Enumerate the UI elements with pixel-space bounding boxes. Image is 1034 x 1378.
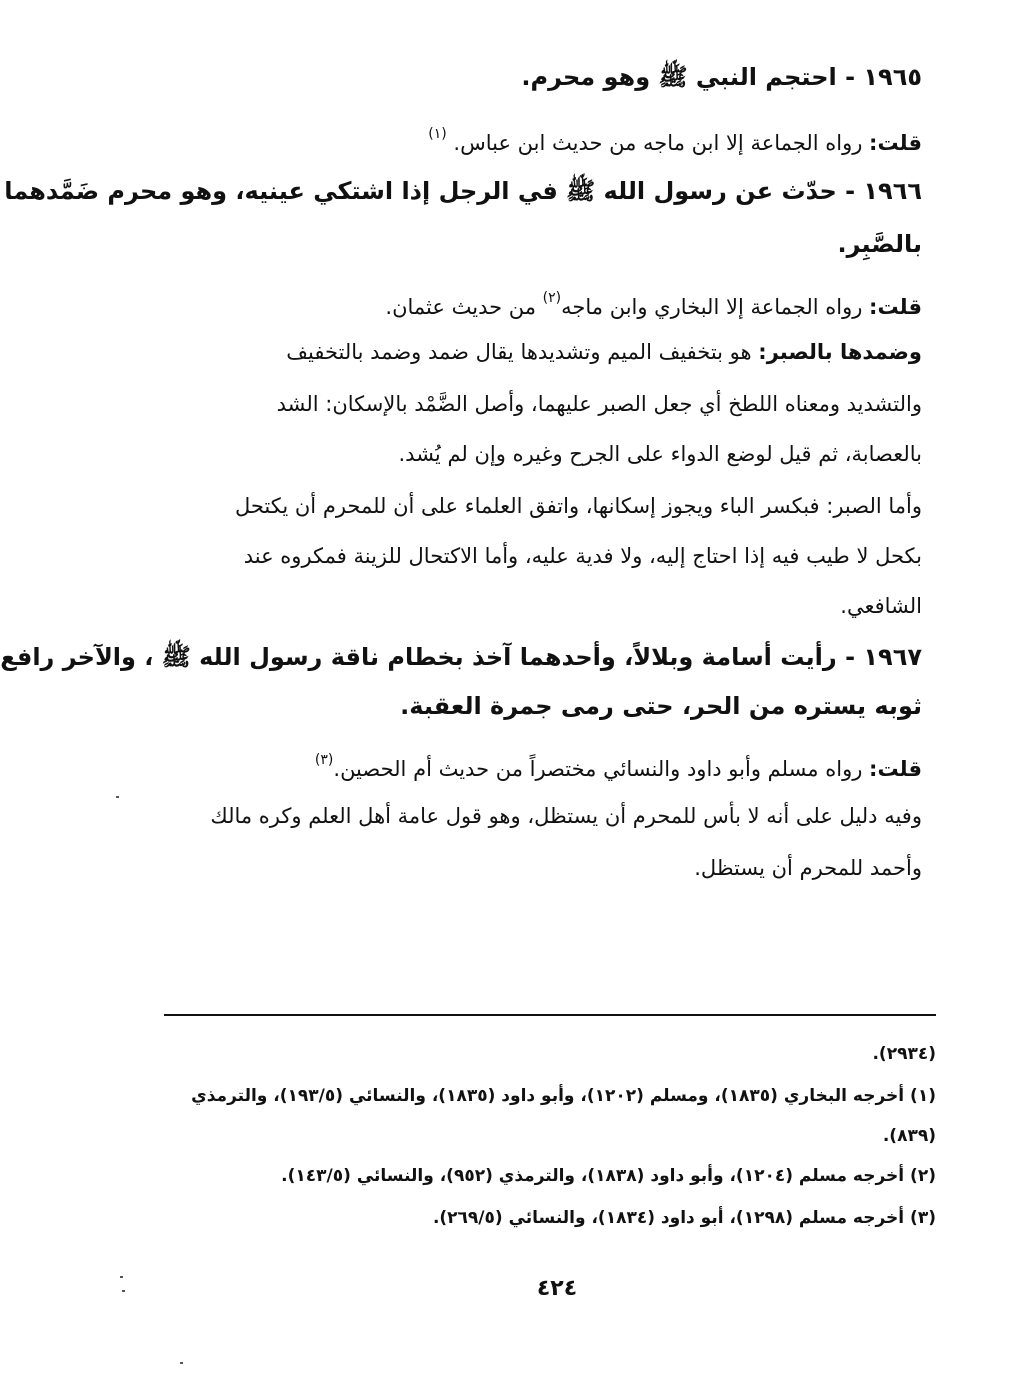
gloss-text-3: بالعصابة، ثم قيل لوضع الدواء على الجرح وغيره وإن لم يُشد. bbox=[398, 442, 922, 466]
note-text-1: وأما الصبر: فبكسر الباء ويجوز إسكانها، واتفق العلماء على أن للمحرم أن يكتحل bbox=[234, 494, 922, 518]
hadith-1966-text-2: بالصَّبِر. bbox=[837, 230, 922, 258]
hadith-1967-text-1: ١٩٦٧ - رأيت أسامة وبلالاً، وأحدهما آخذ بخطام ناقة رسول الله ﷺ ، والآخر رافع bbox=[0, 643, 922, 671]
gloss-line-1 bbox=[162, 340, 922, 364]
note-line-3 bbox=[162, 594, 922, 618]
qult-text: رواه مسلم وأبو داود والنسائي مختصراً من حديث أم الحصين. bbox=[333, 757, 863, 781]
qult-label: قلت: bbox=[869, 295, 922, 319]
qult-label: قلت: bbox=[869, 131, 922, 155]
footnote-ref-1: (١) bbox=[428, 126, 447, 142]
hadith-1967-text-2: ثوبه يستره من الحر، حتى رمى جمرة العقبة. bbox=[400, 692, 922, 720]
footnote-carry-over-text: (٢٩٣٤). bbox=[872, 1044, 936, 1064]
note-1967-line-2 bbox=[162, 856, 922, 880]
scan-speck bbox=[116, 796, 119, 798]
qult-text-b: من حديث عثمان. bbox=[385, 295, 536, 319]
scan-speck bbox=[180, 1362, 183, 1364]
hadith-1965-text: ١٩٦٥ - احتجم النبي ﷺ وهو محرم. bbox=[521, 63, 922, 91]
footnote-2-text: (٢) أخرجه مسلم (١٢٠٤)، وأبو داود (١٨٣٨)، والترمذي (٩٥٢)، والنسائي (١٤٣/٥). bbox=[281, 1166, 936, 1186]
footnote-ref-2: (٢) bbox=[542, 290, 562, 306]
footnote-1-line-1 bbox=[156, 1086, 936, 1106]
gloss-label: وضمدها بالصبر: bbox=[758, 340, 922, 364]
hadith-1966-qult bbox=[162, 290, 922, 319]
hadith-1966-heading-line2 bbox=[162, 230, 922, 258]
gloss-line-2 bbox=[162, 392, 922, 416]
hadith-1967-qult bbox=[162, 752, 922, 781]
hadith-1967-heading-line2 bbox=[162, 692, 922, 720]
footnote-carry-over bbox=[156, 1044, 936, 1064]
qult-label: قلت: bbox=[869, 757, 922, 781]
note-1967-line-1 bbox=[162, 804, 922, 828]
footnote-1-text-2: (٨٣٩). bbox=[882, 1126, 936, 1146]
footnote-3-text: (٣) أخرجه مسلم (١٢٩٨)، أبو داود (١٨٣٤)، والنسائي (٢٦٩/٥). bbox=[432, 1208, 936, 1228]
qult-text: رواه الجماعة إلا ابن ماجه من حديث ابن عباس. bbox=[453, 131, 863, 155]
gloss-text-2: والتشديد ومعناه اللطخ أي جعل الصبر عليهما، وأصل الضَّمْد بالإسكان: الشد bbox=[276, 392, 922, 416]
qult-text-a: رواه الجماعة إلا البخاري وابن ماجه bbox=[561, 295, 863, 319]
note-line-1 bbox=[162, 494, 922, 518]
footnote-1-line-2 bbox=[156, 1126, 936, 1146]
note-text-2: بكحل لا طيب فيه إذا احتاج إليه، ولا فدية عليه، وأما الاكتحال للزينة فمكروه عند bbox=[243, 544, 922, 568]
gloss-line-3 bbox=[162, 442, 922, 466]
footnote-ref-3: (٣) bbox=[314, 752, 334, 768]
note-1967-text-2: وأحمد للمحرم أن يستظل. bbox=[694, 856, 922, 880]
footnote-1-text-1: (١) أخرجه البخاري (١٨٣٥)، ومسلم (١٢٠٢)، وأبو داود (١٨٣٥)، والنسائي (١٩٣/٥)، والترمذي bbox=[191, 1086, 936, 1106]
hadith-1965-heading bbox=[162, 62, 922, 97]
note-1967-text-1: وفيه دليل على أنه لا بأس للمحرم أن يستظل، وهو قول عامة أهل العلم وكره مالك bbox=[210, 804, 922, 828]
page-number: ٤٢٤ bbox=[536, 1276, 578, 1301]
note-text-3: الشافعي. bbox=[840, 594, 922, 618]
footnote-3 bbox=[156, 1208, 936, 1228]
footnote-2 bbox=[156, 1166, 936, 1186]
scan-speck bbox=[120, 1276, 123, 1278]
note-line-2 bbox=[162, 544, 922, 568]
hadith-1966-heading-line1 bbox=[4, 176, 922, 211]
hadith-1965-qult bbox=[162, 126, 922, 155]
hadith-1967-heading-line1 bbox=[0, 642, 922, 677]
footnote-separator bbox=[164, 1014, 936, 1016]
gloss-text-1: هو بتخفيف الميم وتشديدها يقال ضمد وضمد بالتخفيف bbox=[286, 340, 752, 364]
scan-speck bbox=[122, 1290, 125, 1292]
hadith-1966-text-1: ١٩٦٦ - حدّث عن رسول الله ﷺ في الرجل إذا اشتكي عينيه، وهو محرم ضَمَّدهما bbox=[4, 177, 922, 205]
